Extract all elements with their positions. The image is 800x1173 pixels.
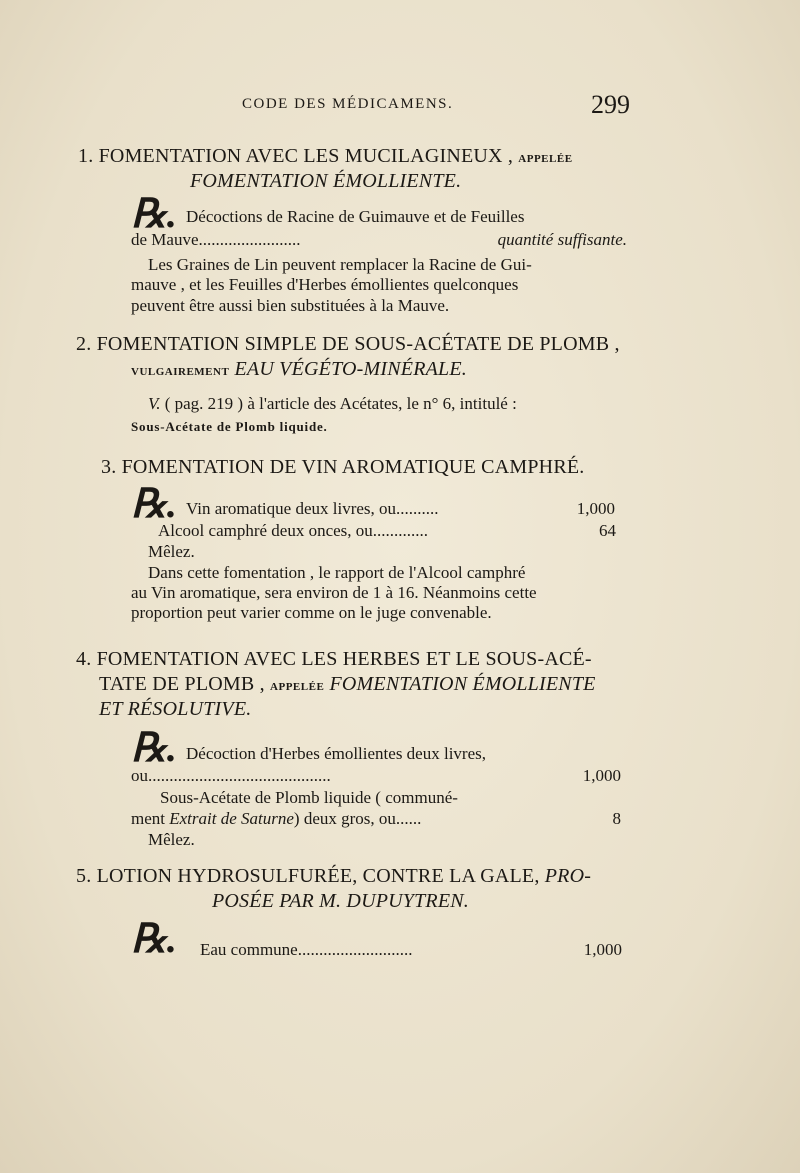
- page-number: 299: [591, 90, 630, 119]
- section-1-subtitle: FOMENTATION ÉMOLLIENTE.: [190, 170, 462, 192]
- ingredient-quantity: 64: [599, 521, 616, 540]
- running-title: CODE DES MÉDICAMENS.: [242, 96, 454, 112]
- section-number: 1.: [78, 145, 94, 167]
- ingredient-quantity: quantité suffisante.: [497, 230, 627, 249]
- section-4-heading: [76, 648, 592, 671]
- ingredient-common-name: Extrait de Saturne: [169, 809, 294, 828]
- instruction: Mêlez.: [148, 830, 195, 849]
- ingredient-name: Eau commune...........................: [200, 940, 413, 959]
- recipe-symbol: ℞.: [131, 916, 177, 961]
- paragraph-line: mauve , et les Feuilles d'Herbes émollientes quelconques: [131, 275, 519, 294]
- section-2-heading: [76, 333, 620, 356]
- section-number: 3.: [101, 456, 117, 478]
- recipe-symbol: ℞.: [131, 725, 177, 770]
- section-title-connector: APPELÉE: [518, 153, 573, 165]
- instruction: Mêlez.: [148, 542, 195, 561]
- ingredient-name: ment Extrait de Saturne) deux gros, ou......: [131, 809, 422, 828]
- section-4-heading-line3: ET RÉSOLUTIVE.: [99, 698, 252, 720]
- section-number: 5.: [76, 865, 92, 887]
- section-title: TATE DE PLOMB ,: [99, 673, 265, 695]
- section-number: 2.: [76, 333, 92, 355]
- section-title-connector: APPELÉE: [270, 681, 325, 693]
- ingredient-quantity: 1,000: [582, 766, 621, 785]
- ingredient-name: ou...........................................: [131, 766, 331, 785]
- ingredient-name: Alcool camphré deux onces, ou.............: [158, 521, 429, 540]
- ingredient-line: Décoctions de Racine de Guimauve et de Feuilles: [186, 207, 525, 226]
- ingredient-line: Sous-Acétate de Plomb liquide ( communé-: [160, 788, 458, 807]
- section-4-heading-line2: [99, 673, 596, 696]
- ingredient-line: [186, 500, 615, 517]
- ingredient-name: de Mauve........................: [131, 230, 301, 249]
- ingredient-line: [158, 522, 616, 539]
- paragraph-line: au Vin aromatique, sera environ de 1 à 16. Néanmoins cette: [131, 583, 537, 602]
- paragraph-line: proportion peut varier comme on le juge convenable.: [131, 603, 492, 622]
- ingredient-quantity: 8: [612, 809, 621, 828]
- section-2-subtitle: [131, 358, 467, 381]
- section-title: FOMENTATION SIMPLE DE SOUS-ACÉTATE DE PLOMB ,: [96, 333, 620, 355]
- reference-marker: V.: [148, 394, 161, 413]
- section-title-alias: EAU VÉGÉTO-MINÉRALE.: [234, 358, 467, 380]
- section-5-heading-line2: POSÉE PAR M. DUPUYTREN.: [212, 890, 469, 912]
- section-title-connector: VULGAIREMENT: [131, 366, 230, 378]
- ingredient-quantity: 1,000: [576, 499, 615, 518]
- ingredient-line: [131, 810, 621, 827]
- section-title: FOMENTATION AVEC LES HERBES ET LE SOUS-ACÉ-: [96, 648, 592, 670]
- ingredient-quantity: 1,000: [583, 940, 622, 959]
- reference-text: ( pag. 219 ) à l'article des Acétates, le n° 6, intitulé :: [164, 394, 517, 413]
- ingredient-line: [200, 941, 622, 958]
- reference-title: Sous-Acétate de Plomb liquide.: [131, 419, 328, 434]
- section-3-heading: [101, 456, 584, 479]
- section-title: FOMENTATION DE VIN AROMATIQUE CAMPHRÉ.: [121, 456, 585, 478]
- ingredient-line: [131, 231, 627, 248]
- ingredient-name: Vin aromatique deux livres, ou..........: [186, 499, 439, 518]
- ingredient-line: [131, 767, 621, 784]
- section-1-heading: [78, 145, 573, 168]
- recipe-symbol: ℞.: [131, 481, 177, 526]
- paragraph-line: peuvent être aussi bien substituées à la Mauve.: [131, 296, 450, 315]
- section-title: PRO-: [544, 865, 592, 887]
- section-title: LOTION HYDROSULFURÉE, CONTRE LA GALE,: [96, 865, 540, 887]
- recipe-symbol: ℞.: [131, 191, 177, 236]
- ingredient-line: Décoction d'Herbes émollientes deux livres,: [186, 744, 486, 763]
- section-title-alias: FOMENTATION ÉMOLLIENTE: [329, 673, 596, 695]
- reference-line: [148, 395, 517, 412]
- section-5-heading: [76, 865, 591, 888]
- paragraph-line: Les Graines de Lin peuvent remplacer la Racine de Gui-: [148, 255, 532, 274]
- section-title: FOMENTATION AVEC LES MUCILAGINEUX ,: [98, 145, 514, 167]
- section-number: 4.: [76, 648, 92, 670]
- paragraph-line: Dans cette fomentation , le rapport de l'Alcool camphré: [148, 563, 526, 582]
